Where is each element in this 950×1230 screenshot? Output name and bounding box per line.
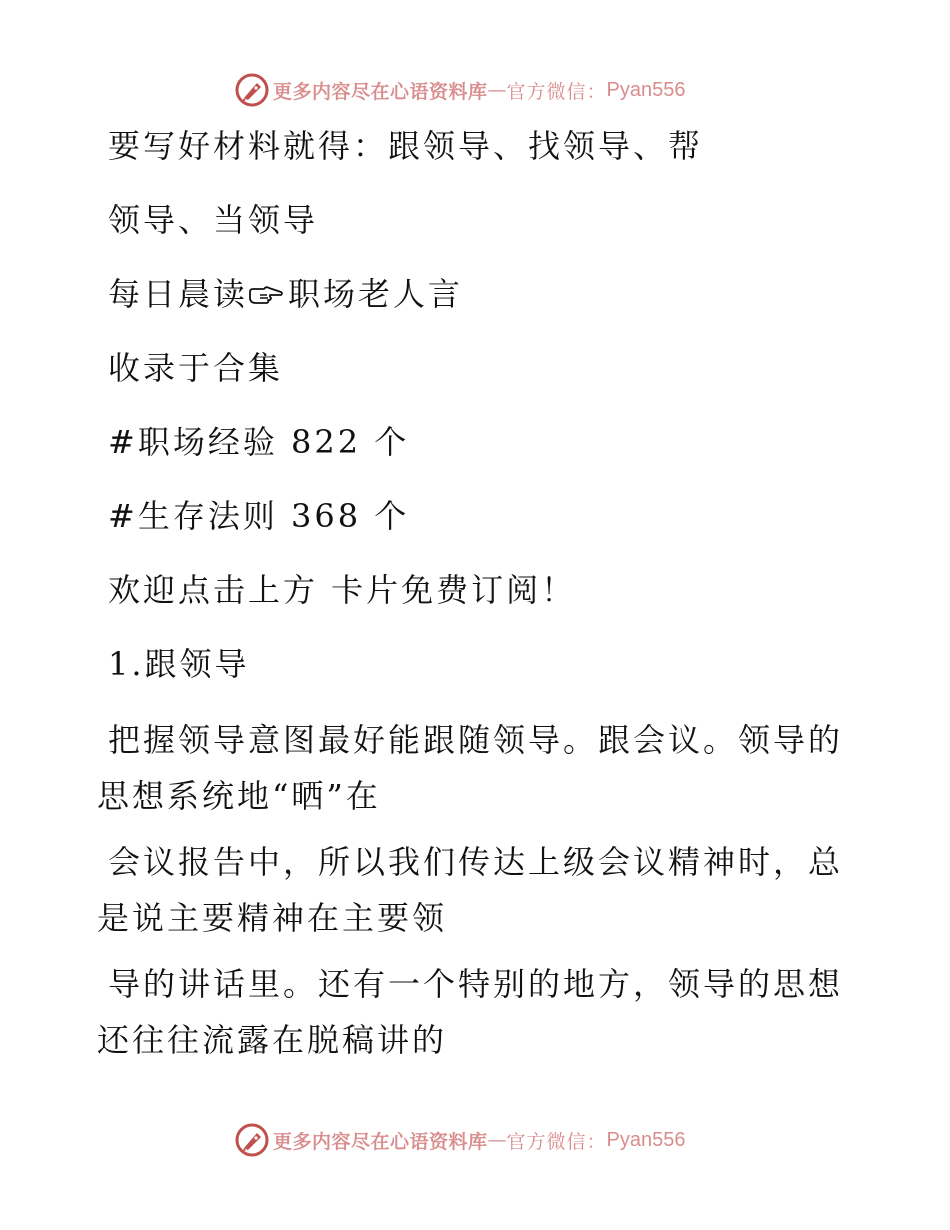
paragraph-3 bbox=[97, 956, 844, 1068]
section-heading-follow-leader: 1.跟领导 bbox=[108, 645, 250, 683]
text-line-subscribe: 欢迎点击上方 卡片免费订阅！ bbox=[108, 571, 577, 609]
paragraph-1-line-1: 把握领导意图最好能跟随领导。跟会议。领导的 bbox=[108, 721, 844, 759]
banner-separator: — bbox=[487, 1129, 507, 1151]
document-body bbox=[97, 120, 844, 1068]
pointing-hand-icon bbox=[248, 284, 284, 308]
paragraph-2-line-2: 是说主要精神在主要领 bbox=[97, 899, 448, 937]
workplace-elder-label: 职场老人言 bbox=[288, 275, 464, 313]
banner-wechat-label: 官方微信： bbox=[506, 80, 607, 103]
banner-wechat-id: Pyan556 bbox=[606, 78, 686, 101]
footer-banner bbox=[235, 1122, 715, 1158]
text-line-title-1: 要写好材料就得：跟领导、找领导、帮 bbox=[108, 127, 704, 165]
paragraph-3-line-2: 还往往流露在脱稿讲的 bbox=[97, 1021, 448, 1059]
banner-wechat-label: 官方微信： bbox=[506, 1130, 607, 1153]
tag-survival-rules[interactable]: #生存法则 368 个 bbox=[108, 497, 410, 535]
text-line-title-2: 领导、当领导 bbox=[108, 201, 319, 239]
banner-text: 更多内容尽在心语资料库 bbox=[273, 80, 488, 103]
banner-separator: — bbox=[487, 79, 507, 101]
text-line-morning-reading bbox=[97, 268, 837, 320]
morning-reading-label: 每日晨读 bbox=[108, 275, 249, 313]
paragraph-3-line-1: 导的讲话里。还有一个特别的地方，领导的思想 bbox=[108, 965, 844, 1003]
pen-nib-logo-icon bbox=[235, 1123, 269, 1157]
paragraph-1 bbox=[97, 712, 844, 824]
paragraph-2 bbox=[97, 834, 844, 946]
paragraph-2-line-1: 会议报告中，所以我们传达上级会议精神时，总 bbox=[108, 843, 844, 881]
text-line-collection: 收录于合集 bbox=[108, 349, 284, 387]
banner-text: 更多内容尽在心语资料库 bbox=[273, 1130, 488, 1153]
paragraph-1-line-2: 思想系统地“晒”在 bbox=[97, 777, 381, 815]
header-banner bbox=[235, 72, 715, 108]
banner-wechat-id: Pyan556 bbox=[606, 1128, 686, 1151]
pen-nib-logo-icon bbox=[235, 73, 269, 107]
tag-workplace-experience[interactable]: #职场经验 822 个 bbox=[108, 423, 410, 461]
